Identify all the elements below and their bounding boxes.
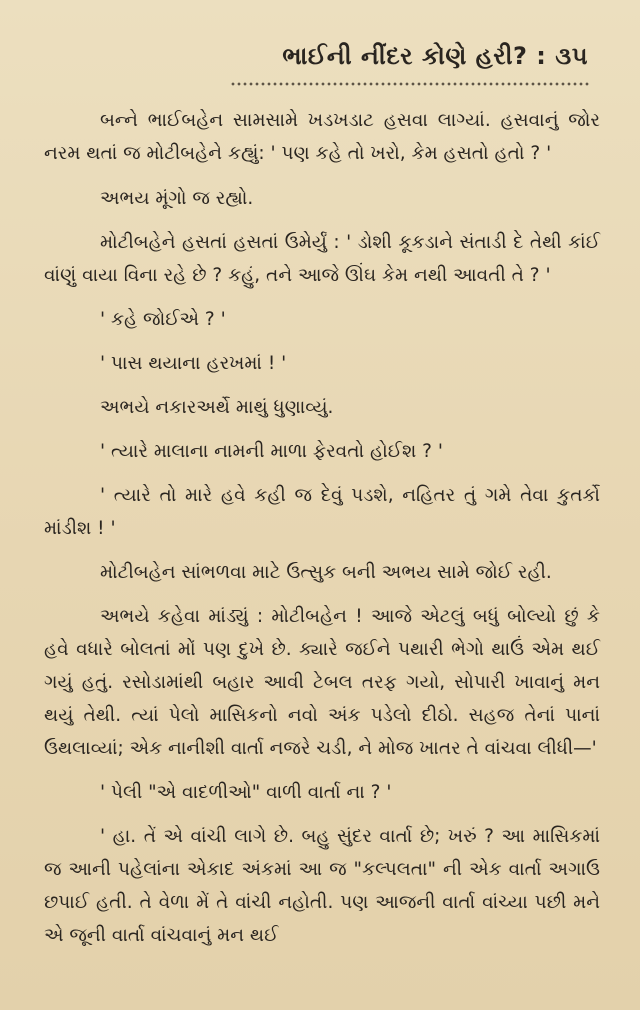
paragraph-3: મોટીબહેને હસતાં હસતાં ઉમેર્યું : ' ડોશી કૂકડાને સંતાડી દે તેથી કાંઈ વાંણું વાયા વિના રહે છે ? કહું, તને આજે ઊંઘ કેમ નથી આવતી તે ? ' [44, 232, 600, 286]
paragraph-7: ' ત્યારે માલાના નામની માળા ફેરવતો હોઈશ ? ' [100, 441, 443, 462]
paragraph-1: બન્ને ભાઈબહેન સામસામે ખડખડાટ હસવા લાગ્યાં. હસવાનું જોર નરમ થતાં જ મોટીબહેને કહ્યું: ' પણ કહે તો ખરો, કેમ હસતો હતો ? ' [44, 110, 600, 164]
page-body [44, 104, 600, 963]
header-dotted-rule [230, 82, 590, 86]
running-header: ભાઈની નીંદર કોણે હરી? : ૩૫ [282, 42, 588, 70]
paragraph-6: અભયે નકારઅર્થે માથું ધુણાવ્યું. [100, 397, 334, 418]
paragraph-10: અભયે કહેવા માંડ્યું : મોટીબહેન ! આજે એટલું બધું બોલ્યો છું કે હવે વધારે બોલતાં મોં પણ દુખે છે. ક્યારે જઈને પથારી ભેગો થાઉં એમ થઈ ગયું હતું. રસોડામાંથી બહાર આવી ટેબલ તરફ ગયો, સોપારી ખાવાનું મન થયું તેથી. ત્યાં પેલો માસિકનો નવો અંક પડેલો દીઠો. સહજ તેનાં પાનાં ઉથલાવ્યાં; એક નાનીશી વાર્તા નજરે ચડી, ને મોજ ખાતર તે વાંચવા લીધી—' [44, 606, 600, 759]
paragraph-12: ' હા. તેં એ વાંચી લાગે છે. બહુ સુંદર વાર્તા છે; ખરું ? આ માસિકમાં જ આની પહેલાંના એકાદ અંકમાં આ જ "કલ્પલતા" ની એક વાર્તા અગાઉ છપાઈ હતી. તે વેળા મેં તે વાંચી નહોતી. પણ આજની વાર્તા વાંચ્યા પછી મને એ જૂની વાર્તા વાંચવાનું મન થઈ [44, 826, 600, 946]
paragraph-5: ' પાસ થયાના હરખમાં ! ' [100, 353, 287, 374]
paragraph-9: મોટીબહેન સાંભળવા માટે ઉત્સુક બની અભય સામે જોઈ રહી. [100, 562, 552, 583]
paragraph-4: ' કહે જોઈએ ? ' [100, 309, 226, 330]
paragraph-2: અભય મૂંગો જ રહ્યો. [100, 188, 254, 209]
paragraph-8: ' ત્યારે તો મારે હવે કહી જ દેવું પડશે, નહિતર તું ગમે તેવા કુતર્કો માંડીશ ! ' [44, 485, 600, 539]
paragraph-11: ' પેલી "એ વાદળીઓ" વાળી વાર્તા ના ? ' [100, 782, 392, 803]
